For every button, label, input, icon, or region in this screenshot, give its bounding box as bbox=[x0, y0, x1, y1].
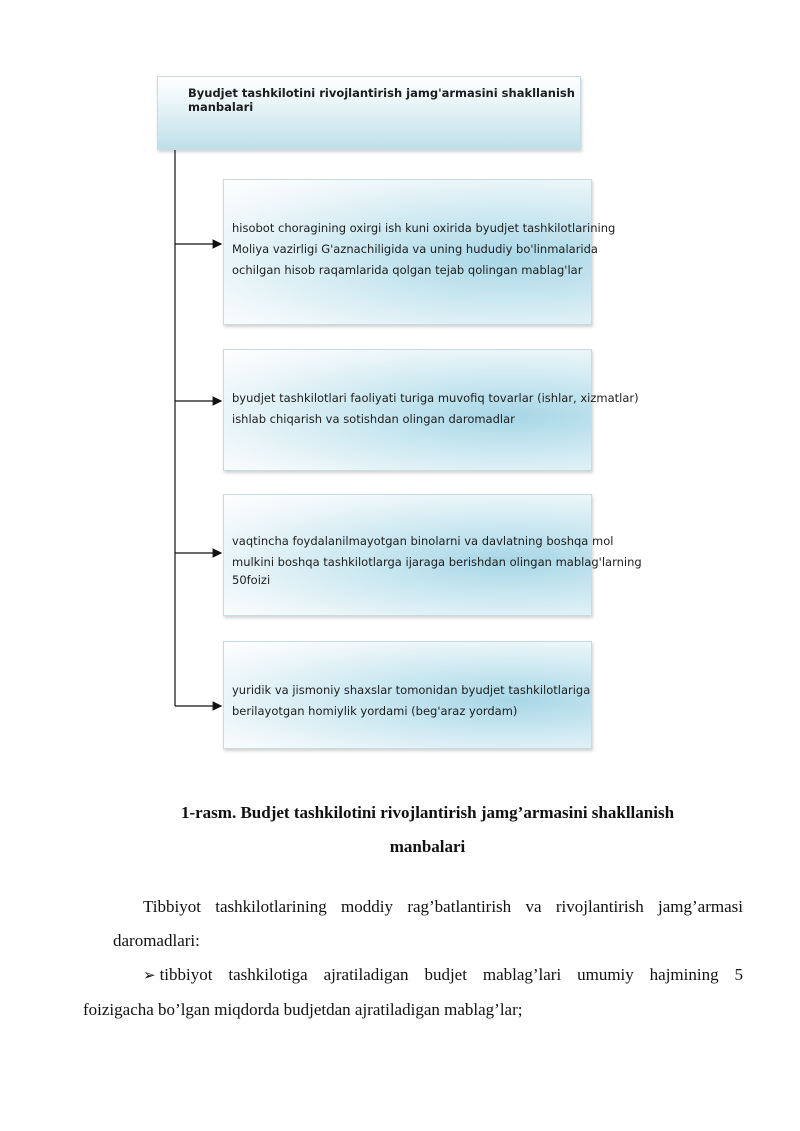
diagram-header-text: Byudjet tashkilotini rivojlantirish jamg'armasini shakllanish manbalari bbox=[188, 86, 575, 114]
bullet-text-1: tibbiyot tashkilotiga ajratiladigan budjet mablag’lari umumiy hajmining 5 bbox=[159, 965, 743, 984]
source-box-rent-income bbox=[223, 494, 642, 616]
source-box-sales-income bbox=[223, 349, 639, 471]
diagram-header-box bbox=[157, 76, 581, 150]
figure-caption bbox=[110, 796, 745, 864]
source-box-line: ishlab chiqarish va sotishdan olingan daromadlar bbox=[232, 412, 515, 426]
caption-line-1: 1-rasm. Budjet tashkilotini rivojlantirish jamg’armasini shakllanish bbox=[180, 803, 675, 822]
source-box-line: vaqtincha foydalanilmayotgan binolarni va davlatning boshqa mol bbox=[232, 534, 614, 548]
source-box-line: byudjet tashkilotlari faoliyati turiga muvofiq tovarlar (ishlar, xizmatlar) bbox=[232, 391, 639, 405]
source-box-sponsorship bbox=[223, 641, 592, 749]
bullet-line-1 bbox=[113, 958, 743, 993]
bullet-item bbox=[83, 958, 743, 1027]
source-box-line: Moliya vazirligi G'aznachiligida va uning hududiy bo'linmalarida bbox=[232, 242, 598, 256]
arrow-bullet-icon: ➢ bbox=[143, 968, 156, 984]
source-box-savings bbox=[223, 179, 616, 325]
source-box-line: berilayotgan homiylik yordami (beg'araz yordam) bbox=[232, 704, 518, 718]
source-box-line: yuridik va jismoniy shaxslar tomonidan byudjet tashkilotlariga bbox=[232, 683, 591, 697]
caption-line-2: manbalari bbox=[389, 837, 466, 856]
bullet-text-2: foizigacha bo’lgan miqdorda budjetdan ajratiladigan mablag’lar; bbox=[83, 1000, 523, 1019]
source-box-line: ochilgan hisob raqamlarida qolgan tejab qolingan mablag'lar bbox=[232, 263, 583, 277]
paragraph-intro: Tibbiyot tashkilotlarining moddiy rag’batlantirish va rivojlantirish jamg’armasi daromadlari: bbox=[113, 897, 743, 950]
source-box-line: 50foizi bbox=[232, 573, 271, 587]
source-box-line: hisobot choragining oxirgi ish kuni oxirida byudjet tashkilotlarining bbox=[232, 221, 616, 235]
source-box-line: mulkini boshqa tashkilotlarga ijaraga berishdan olingan mablag'larning bbox=[232, 555, 642, 569]
